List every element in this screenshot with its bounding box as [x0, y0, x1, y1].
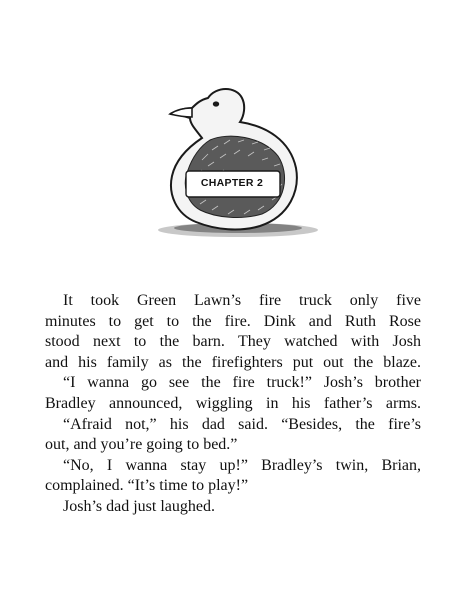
chapter-heading: CHAPTER 2	[200, 177, 264, 189]
body-text	[45, 291, 421, 518]
text-line: complained. “It’s time to play!”	[45, 477, 249, 495]
text-line: Bradley announced, wiggling in his father’s arms.	[45, 394, 421, 412]
text-line: “No, I wanna stay up!” Bradley’s twin, Brian,	[63, 456, 421, 474]
text-line: stood next to the barn. They watched with Josh	[45, 333, 421, 351]
text-line: out, and you’re going to bed.”	[45, 436, 238, 454]
text-line: “I wanna go see the fire truck!” Josh’s brother	[63, 374, 421, 392]
chapter-illustration-duck	[150, 80, 320, 240]
text-line: It took Green Lawn’s fire truck only five	[63, 292, 421, 309]
duck-drawing	[150, 80, 320, 240]
text-line: and his family as the firefighters put out the blaze.	[45, 353, 421, 371]
text-line: minutes to get to the fire. Dink and Ruth Rose	[45, 312, 421, 330]
text-line: “Afraid not,” his dad said. “Besides, the fire’s	[63, 415, 421, 433]
text-line: Josh’s dad just laughed.	[63, 497, 215, 515]
